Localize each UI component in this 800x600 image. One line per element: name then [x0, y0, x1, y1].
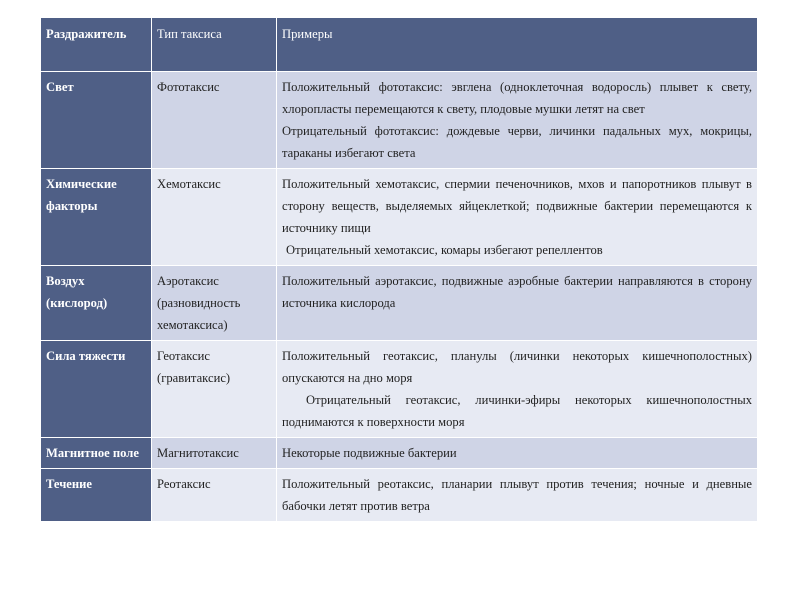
table-row: [41, 72, 758, 169]
example-text: Положительный фототаксис: эвглена (одноклеточная водоросль) плывет к свету, хлоропласты перемещаются к свету, плодовые мушки летят на свет: [282, 80, 752, 116]
example-text: Отрицательный хемотаксис, комары избегают репеллентов: [286, 243, 603, 257]
header-examples: Примеры: [277, 18, 758, 72]
header-row: [41, 18, 758, 72]
table-row: [41, 438, 758, 469]
table-row: [41, 469, 758, 522]
examples-cell: [277, 341, 758, 438]
taxis-cell: Магнитотаксис: [152, 438, 277, 469]
example-text: Положительный хемотаксис, спермии печеночников, мхов и папоротников плывут в сторону веществ, выделяемых яйцеклеткой; подвижные бактерии перемещаются к источнику пищи: [282, 177, 752, 235]
stimulus-cell: Магнитное поле: [41, 438, 152, 469]
taxis-table: [40, 17, 758, 522]
stimulus-cell: Химические факторы: [41, 169, 152, 266]
example-text: Некоторые подвижные бактерии: [282, 446, 457, 460]
stimulus-cell: Свет: [41, 72, 152, 169]
header-stimulus: Раздражитель: [41, 18, 152, 72]
table-row: [41, 266, 758, 341]
taxis-cell: Реотаксис: [152, 469, 277, 522]
example-text: Положительный геотаксис, планулы (личинки некоторых кишечнополостных) опускаются на дно моря: [282, 349, 752, 385]
examples-cell: [277, 438, 758, 469]
example-text: Отрицательный фототаксис: дождевые черви, личинки падальных мух, мокрицы, тараканы избегают света: [282, 124, 752, 160]
examples-cell: [277, 266, 758, 341]
examples-cell: [277, 169, 758, 266]
examples-cell: [277, 72, 758, 169]
taxis-cell: Аэротаксис (разновидность хемотаксиса): [152, 266, 277, 341]
stimulus-cell: Сила тяжести: [41, 341, 152, 438]
taxis-cell: Хемотаксис: [152, 169, 277, 266]
header-taxis-type: Тип таксиса: [152, 18, 277, 72]
stimulus-cell: Течение: [41, 469, 152, 522]
example-text: Положительный реотаксис, планарии плывут против течения; ночные и дневные бабочки летят против ветра: [282, 477, 752, 513]
example-text: Положительный аэротаксис, подвижные аэробные бактерии направляются в сторону источника кислорода: [282, 274, 752, 310]
table-row: [41, 341, 758, 438]
taxis-cell: Геотаксис (гравитаксис): [152, 341, 277, 438]
examples-cell: [277, 469, 758, 522]
table-row: [41, 169, 758, 266]
taxis-table-container: [40, 17, 757, 522]
stimulus-cell: Воздух (кислород): [41, 266, 152, 341]
taxis-cell: Фототаксис: [152, 72, 277, 169]
example-text: Отрицательный геотаксис, личинки-эфиры некоторых кишечнополостных поднимаются к поверхности моря: [282, 393, 752, 429]
